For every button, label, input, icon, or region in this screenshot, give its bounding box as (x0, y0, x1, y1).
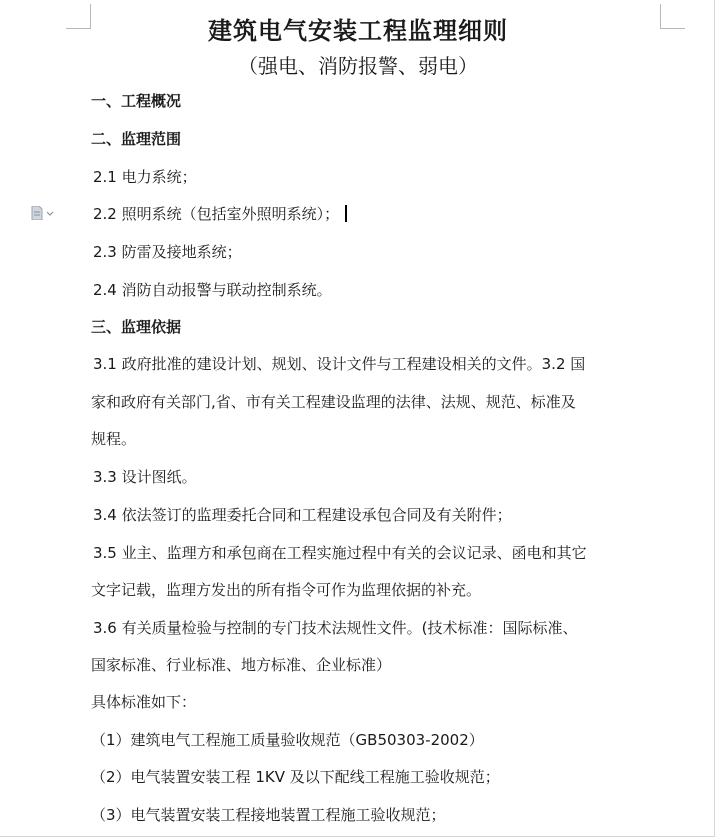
list-item (93, 203, 347, 224)
section-heading-scope: 二、监理范围 (91, 130, 182, 148)
list-item: 2.1 电力系统； (93, 168, 197, 186)
paragraph-line: 3.6 有关质量检验与控制的专门技术法规性文件。(技术标准：国际标准、 (93, 619, 578, 637)
standard-item: （3）电气装置安装工程接地装置工程施工验收规范； (91, 806, 446, 824)
paragraph-line: 国家标准、行业标准、地方标准、企业标准） (91, 656, 392, 674)
paragraph-line: 规程。 (91, 430, 137, 448)
paragraph-line: 家和政府有关部门,省、市有关工程建设监理的法律、法规、规范、标准及 (91, 393, 576, 411)
standard-item: （1）建筑电气工程施工质量验收规范（GB50303-2002） (91, 731, 484, 749)
standard-item: （2）电气装置安装工程 1KV 及以下配线工程施工验收规范； (91, 768, 500, 786)
paragraph-line: 3.1 政府批准的建设计划、规划、设计文件与工程建设相关的文件。3.2 国 (93, 355, 586, 373)
document-subtitle: （强电、消防报警、弱电） (238, 54, 478, 78)
paragraph-line: 3.5 业主、监理方和承包商在工程实施过程中有关的会议记录、函电和其它 (93, 544, 587, 562)
document-title: 建筑电气安装工程监理细则 (208, 17, 508, 45)
document-icon[interactable] (30, 205, 56, 219)
paragraph-line: 具体标准如下： (91, 693, 197, 711)
paragraph-line: 3.3 设计图纸。 (93, 468, 197, 486)
paragraph-line: 3.4 依法签订的监理委托合同和工程建设承包合同及有关附件； (93, 506, 512, 524)
section-heading-overview: 一、工程概况 (91, 92, 182, 110)
list-item: 2.3 防雷及接地系统； (93, 243, 242, 261)
list-item: 2.4 消防自动报警与联动控制系统。 (93, 281, 332, 299)
paragraph-line: 文字记载，监理方发出的所有指令可作为监理依据的补充。 (91, 581, 482, 599)
section-heading-basis: 三、监理依据 (91, 318, 182, 336)
list-item-text: 2.2 照明系统（包括室外照明系统）； (93, 205, 340, 223)
text-cursor (345, 205, 347, 222)
